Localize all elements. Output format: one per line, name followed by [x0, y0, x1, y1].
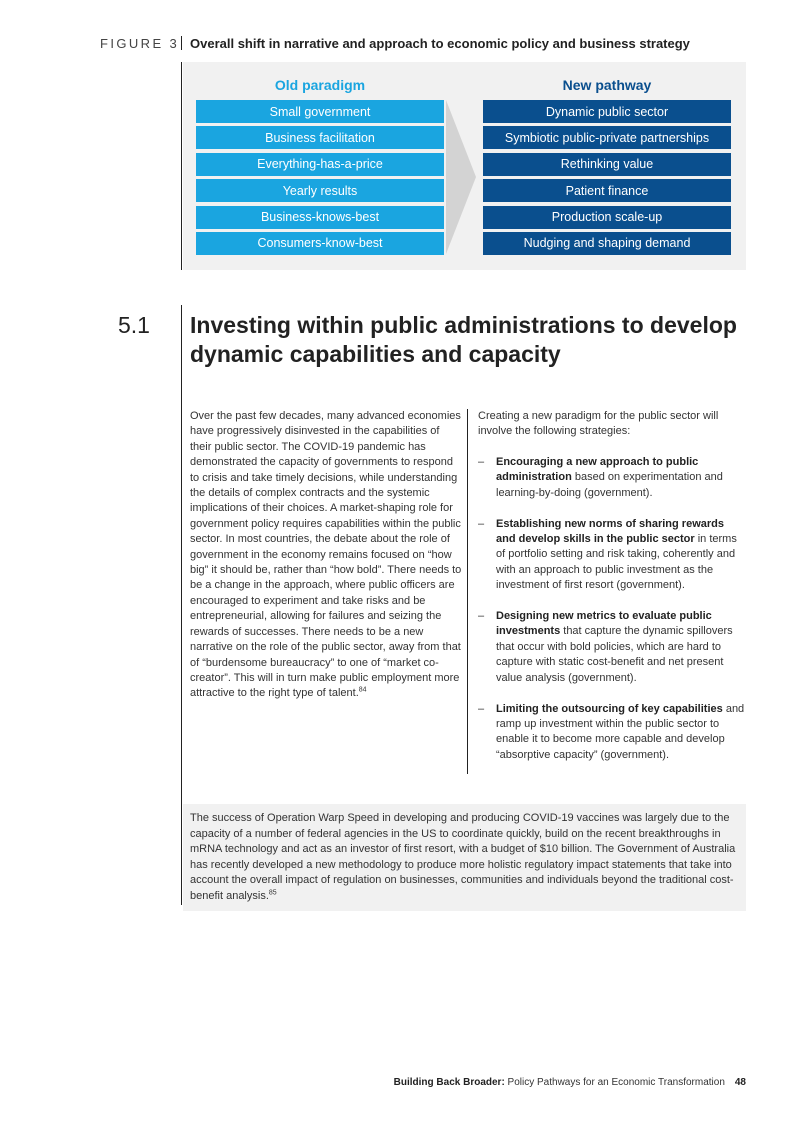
old-paradigm-item: Yearly results: [196, 179, 444, 202]
strategy-detail: in terms of portfolio setting and risk taking, coherently and with an approach to public investment as the investment of first resort (government).: [496, 532, 737, 592]
strategy-item: [478, 702, 746, 764]
left-column-paragraph: Over the past few decades, many advanced economies have progressively disinvested in the capabilities of their public sector. The COVID-19 pandemic has demonstrated the capacity of governments to respond to crisis and take timely decisions, while understanding the details of complex contracts and the systemic implications of their choices. A market-shaping role for government policy requires capabilities within the public sector. In most countries, the debate about the role of government in the economy remains focused on “how big” it should be, rather than “how bold”. There needs to be a change in the approach, where public officers are encouraged to experiment and take risks and be entrepreneurial, allowing for failures and seizing the rewards of successes. There needs to be a new narrative on the role of the public sector, away from that of “burdensome bureaucracy” to one of “market co-creator”. This will in turn make public employment more attractive to the right type of talent.: [190, 410, 462, 700]
new-pathway-item: Symbiotic public-private partnerships: [483, 126, 731, 149]
dash-bullet: –: [478, 455, 485, 468]
strategy-heading: Designing new metrics to evaluate public investments: [496, 610, 712, 638]
figure-box-rule: [181, 62, 182, 270]
transition-arrow-icon: [446, 100, 476, 254]
old-paradigm-item: Consumers-know-best: [196, 232, 444, 255]
dash-bullet: –: [478, 610, 485, 623]
page-footer: [394, 1077, 746, 1088]
strategy-item: [478, 517, 746, 594]
old-paradigm-item: Small government: [196, 100, 444, 123]
column-divider: [467, 409, 468, 774]
case-study-paragraph: The success of Operation Warp Speed in developing and producing COVID-19 vaccines was largely due to the capacity of a number of federal agencies in the US to coordinate quickly, build on the recent breakthroughs in mRNA technology and act as an investor of first resort, with a budget of $10 billion. The Government of Australia has recently developed a new methodology to produce more holistic regulatory impact statements that take into account the overall impact of regulation on businesses, communities and individuals beyond the traditional cost-benefit analysis.: [190, 812, 736, 902]
strategies-list: [478, 455, 746, 763]
figure-label: FIGURE 3: [100, 36, 180, 51]
old-paradigm-item: Business facilitation: [196, 126, 444, 149]
strategy-detail: based on experimentation and learning-by-doing (government).: [496, 471, 723, 499]
case-study-box: [183, 804, 746, 911]
strategy-heading: Encouraging a new approach to public administration: [496, 455, 699, 484]
footnote-ref: 85: [268, 889, 277, 897]
section-title: Investing within public administrations to develop dynamic capabilities and capacity: [190, 312, 737, 367]
figure-title: Overall shift in narrative and approach to economic policy and business strategy: [190, 36, 690, 51]
right-column-text: [478, 409, 746, 779]
section-rule: [181, 305, 182, 905]
old-paradigm-column: [196, 100, 444, 258]
dash-bullet: –: [478, 702, 485, 715]
strategy-heading: Limiting the outsourcing of key capabilities: [496, 702, 723, 715]
old-paradigm-item: Everything-has-a-price: [196, 153, 444, 176]
new-pathway-item: Rethinking value: [483, 153, 731, 176]
footnote-ref: 84: [358, 686, 367, 694]
strategy-detail: and ramp up investment within the public sector to enable it to become more capable and develop “absorptive capacity” (government).: [496, 702, 745, 761]
footer-report-title: Building Back Broader:: [393, 1077, 505, 1088]
old-paradigm-item: Business-knows-best: [196, 206, 444, 229]
figure-panel: [183, 62, 746, 270]
new-pathway-column: [483, 100, 731, 258]
footer-report-subtitle: Policy Pathways for an Economic Transformation: [504, 1077, 725, 1088]
strategy-heading: Establishing new norms of sharing rewards and develop skills in the public sector: [496, 517, 724, 545]
new-pathway-item: Dynamic public sector: [483, 100, 731, 123]
new-pathway-item: Production scale-up: [483, 206, 731, 229]
strategy-item: [478, 455, 746, 501]
figure-label-divider: [181, 36, 182, 50]
section-number: 5.1: [118, 312, 150, 338]
page-number: 48: [734, 1077, 746, 1088]
old-paradigm-heading: Old paradigm: [274, 77, 366, 93]
strategy-item: [478, 609, 746, 686]
strategy-detail: that capture the dynamic spillovers that occur with bold policies, which are hard to capture with static cost-benefit and net present value analysis (government).: [496, 625, 733, 684]
left-column-text: [190, 409, 462, 702]
dash-bullet: –: [478, 517, 485, 530]
new-pathway-item: Nudging and shaping demand: [483, 232, 731, 255]
strategies-intro: Creating a new paradigm for the public sector will involve the following strategies:: [478, 410, 719, 438]
new-pathway-heading: New pathway: [562, 77, 652, 93]
case-study-text: [190, 811, 742, 905]
new-pathway-item: Patient finance: [483, 179, 731, 202]
